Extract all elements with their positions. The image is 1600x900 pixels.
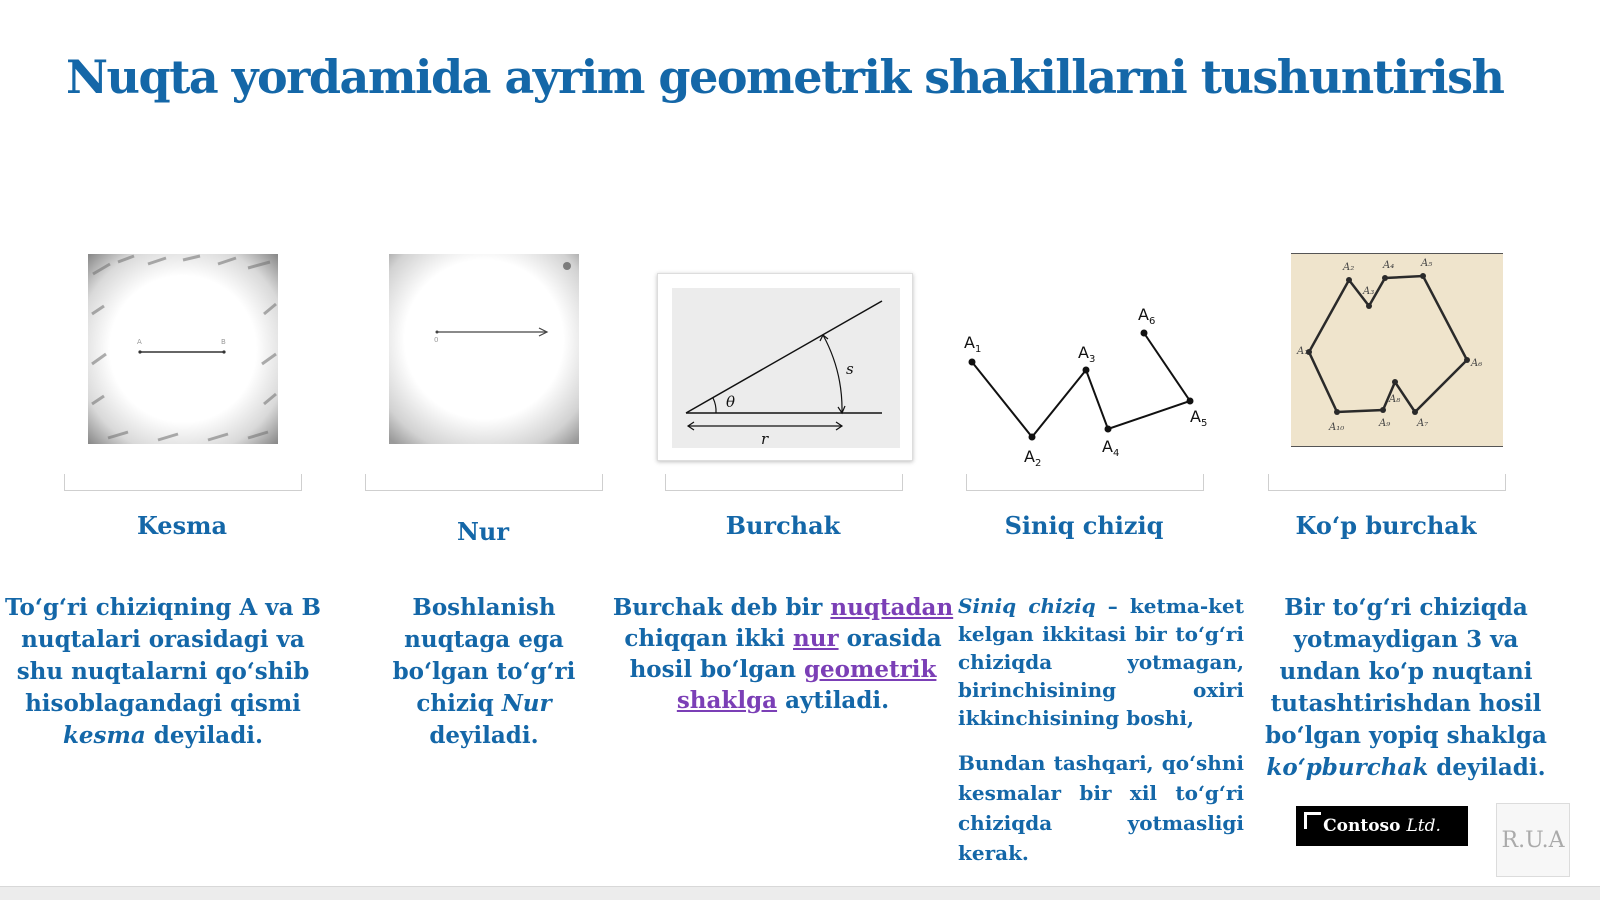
svg-text:A₇: A₇ (1417, 418, 1429, 429)
burchak-label: Burchak (725, 511, 841, 540)
kopburchak-polygon (1309, 276, 1467, 412)
rua-badge: R.U.A (1496, 803, 1570, 877)
kesma-image (88, 254, 278, 444)
svg-text:A₅: A₅ (1421, 258, 1433, 269)
nuqtadan-link[interactable]: nuqtadan (830, 594, 954, 621)
geometrik-shakl-link[interactable]: geometrik shaklga (676, 656, 937, 714)
nur-label: Nur (456, 517, 510, 546)
kopburchak-description: Bir to‘g‘ri chiziqda yotmaydigan 3 va undan ko‘p nuqtani tutashtirishdan hosil bo‘lgan yopiq shaklga ko‘pburchak deyiladi. (1265, 594, 1547, 781)
siniq-label-a2: $A_2$ (1024, 447, 1042, 469)
siniq-label-a1: $A_1$ (964, 333, 982, 355)
svg-text:A₉: A₉ (1379, 418, 1391, 429)
siniq-label-a3: $A_3$ (1078, 343, 1096, 365)
nur-point-o: 0 (434, 336, 439, 344)
nur-link[interactable]: nur (793, 625, 839, 652)
siniq-label-a6: $A_6$ (1138, 305, 1156, 327)
siniq-bracket (966, 474, 1204, 491)
logo-corner-mark (1304, 812, 1321, 829)
burchak-s-label: s (846, 360, 854, 378)
siniq-label-a4: $A_4$ (1102, 437, 1120, 459)
siniq-label: Siniq chiziq (1004, 511, 1164, 540)
burchak-bracket (665, 474, 903, 491)
kesma-point-b: B (221, 338, 226, 346)
bottom-bar (0, 886, 1600, 900)
kopburchak-image (1291, 253, 1503, 447)
kesma-description: To‘g‘ri chiziqning A va B nuqtalari orasidagi va shu nuqtalarni qo‘shib hisoblagandagi qismi kesma deyiladi. (5, 594, 321, 749)
siniq-description: Siniq chiziq – ketma-ket kelgan ikkitasi bir to‘g‘ri chiziqda yotmagan, birinchisining oxiri ikkinchisining boshi, (958, 594, 1244, 730)
contoso-logo: Contoso Ltd. (1296, 806, 1468, 846)
kesma-bracket (64, 474, 302, 491)
nur-bracket (365, 474, 603, 491)
burchak-description: Burchak deb bir nuqtadan chiqqan ikki nur orasida hosil bo‘lgan geometrik shaklga aytiladi. (612, 594, 954, 714)
kopburchak-label: Ko‘p burchak (1295, 511, 1477, 540)
kopburchak-bracket (1268, 474, 1506, 491)
nur-image (389, 254, 579, 444)
svg-text:A₁: A₁ (1297, 346, 1309, 357)
kesma-point-a: A (137, 338, 142, 346)
svg-text:A₆: A₆ (1471, 358, 1483, 369)
burchak-image (657, 273, 913, 461)
siniq-description-extra: Bundan tashqari, qo‘shni kesmalar bir xil to‘g‘ri chiziqda yotmasligi kerak. (958, 751, 1244, 865)
kesma-label: Kesma (136, 511, 228, 540)
siniq-chiziq-image (960, 300, 1220, 475)
svg-text:A₄: A₄ (1383, 260, 1395, 271)
svg-text:A₈: A₈ (1389, 394, 1401, 405)
burchak-r-label: r (761, 430, 769, 448)
burchak-theta-label: θ (726, 393, 736, 411)
svg-text:A₃: A₃ (1363, 286, 1375, 297)
nur-description: Boshlanish nuqtaga ega bo‘lgan to‘g‘ri chiziq Nur deyiladi. (392, 594, 576, 749)
page-title: Nuqta yordamida ayrim geometrik shakillarni tushuntirish (66, 50, 1504, 104)
svg-text:A₂: A₂ (1343, 262, 1355, 273)
svg-text:A₁₀: A₁₀ (1329, 422, 1345, 433)
siniq-label-a5: $A_5$ (1190, 407, 1208, 429)
